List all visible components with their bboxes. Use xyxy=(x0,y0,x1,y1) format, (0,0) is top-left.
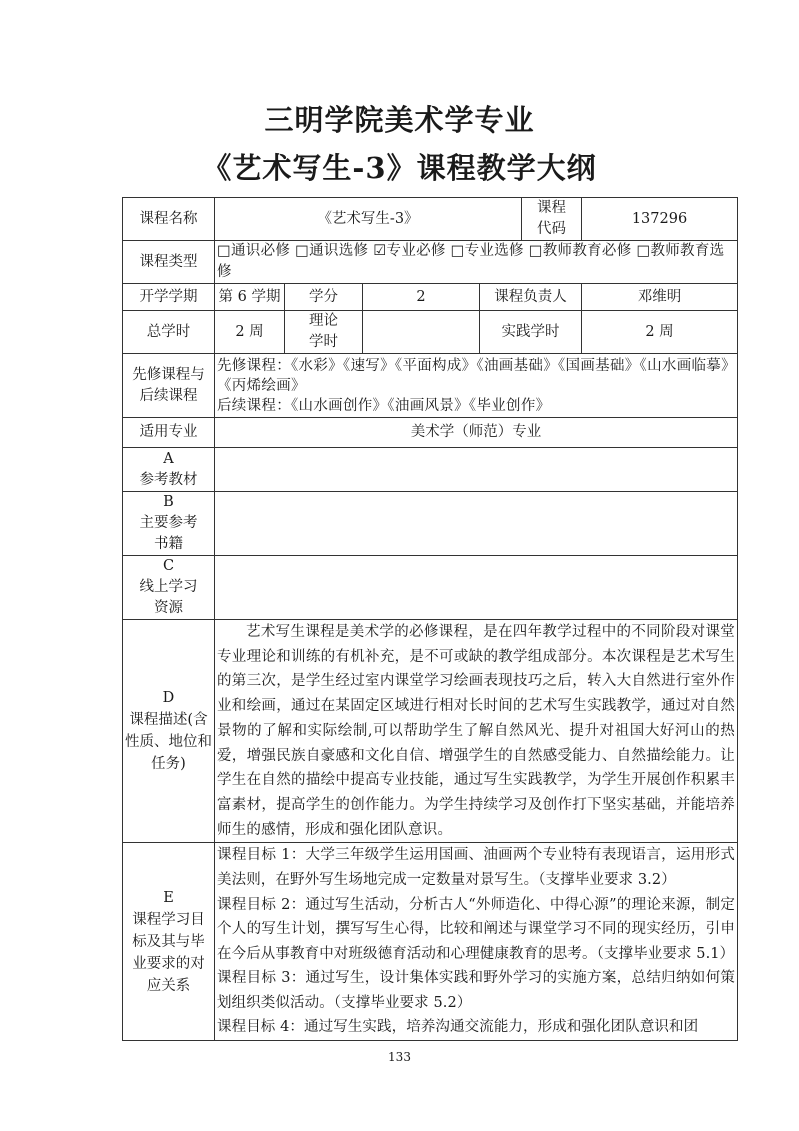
label-semester: 开学学期 xyxy=(123,284,215,311)
syllabus-table xyxy=(122,197,738,1041)
row-prereq xyxy=(123,354,738,418)
row-description xyxy=(123,620,738,843)
value-textbook xyxy=(215,448,738,492)
row-major xyxy=(123,418,738,448)
label-c-letter: C xyxy=(162,558,175,574)
row-online xyxy=(123,556,738,620)
label-theory-hours: 理论学时 xyxy=(285,311,363,354)
label-e-letter: E xyxy=(163,889,174,906)
objective-2: 课程目标 2：通过写生活动，分析古人“外师造化、中得心源”的理论来源，制定个人的写生计划，撰写写生心得，比较和阐述与课堂学习不同的现实经历，引申在今后从事教育中对班级德育活动和心理健康教育的思考。（支撑毕业要求 5.1） xyxy=(217,896,735,962)
label-b-letter: B xyxy=(163,494,174,510)
label-course-name: 课程名称 xyxy=(123,198,215,241)
value-ref-books xyxy=(215,492,738,556)
value-prereq xyxy=(215,354,738,418)
value-objectives xyxy=(215,843,738,1041)
value-course-type: □通识必修 □通识选修 ☑专业必修 □专业选修 □教师教育必修 □教师教育选修 xyxy=(215,241,738,284)
label-credits: 学分 xyxy=(285,284,363,311)
value-semester: 第 6 学期 xyxy=(215,284,285,311)
label-practice-hours: 实践学时 xyxy=(480,311,582,354)
value-theory-hours xyxy=(363,311,480,354)
label-major: 适用专业 xyxy=(123,418,215,448)
objective-4: 课程目标 4：通过写生实践，培养沟通交流能力，形成和强化团队意识和团 xyxy=(217,1019,699,1036)
prereq-text: 先修课程：《水彩》《速写》《平面构成》《油画基础》《国画基础》《山水画临摹》《丙烯绘画》 xyxy=(217,357,729,394)
row-objectives xyxy=(123,843,738,1041)
label-d-text: 课程描述(含性质、地位和任务) xyxy=(125,712,212,773)
value-course-name: 《艺术写生-3》 xyxy=(215,198,522,241)
row-ref-books xyxy=(123,492,738,556)
document-title-line1: 三明学院美术学专业 xyxy=(264,103,535,137)
label-course-code: 课程代码 xyxy=(522,198,582,241)
label-prereq: 先修课程与后续课程 xyxy=(123,354,215,418)
label-b-text: 主要参考书籍 xyxy=(139,515,198,552)
label-c-text: 线上学习资源 xyxy=(139,579,198,616)
value-online xyxy=(215,556,738,620)
value-owner: 邓维明 xyxy=(582,284,738,311)
value-major: 美术学（师范）专业 xyxy=(215,418,738,448)
label-e-text: 课程学习目标及其与毕业要求的对应关系 xyxy=(132,911,205,994)
row-hours xyxy=(123,311,738,354)
label-objectives xyxy=(123,843,215,1041)
label-ref-books xyxy=(123,492,215,556)
value-credits: 2 xyxy=(363,284,480,311)
label-description xyxy=(123,620,215,843)
label-textbook xyxy=(123,448,215,492)
document-title-line2: 《艺术写生-3》课程教学大纲 xyxy=(202,151,597,185)
label-d-letter: D xyxy=(162,690,175,707)
value-description xyxy=(215,620,738,843)
value-total-hours: 2 周 xyxy=(215,311,285,354)
label-a-letter: A xyxy=(163,450,174,467)
value-course-code: 137296 xyxy=(582,198,738,241)
description-text: 艺术写生课程是美术学的必修课程，是在四年教学过程中的不同阶段对课堂专业理论和训练的有机补充，是不可或缺的教学组成部分。本次课程是艺术写生的第三次，是学生经过室内课堂学习绘画表现技巧之后，转入大自然进行室外作业和绘画，通过在某固定区域进行相对长时间的艺术写生实践教学，通过对自然景物的了解和实际绘制,可以帮助学生了解自然风光、提升对祖国大好河山的热爱，增强民族自豪感和文化自信、增强学生的自然感受能力、自然描绘能力。让学生在自然的描绘中提高专业技能，通过写生实践教学，为学生开展创作积累丰富素材，提高学生的创作能力。为学生持续学习及创作打下坚实基础，并能培养师生的感情，形成和强化团队意识。 xyxy=(217,624,735,838)
row-course-name xyxy=(123,198,738,241)
followup-text: 后续课程：《山水画创作》《油画风景》《毕业创作》 xyxy=(217,397,551,414)
objective-1: 课程目标 1：大学三年级学生运用国画、油画两个专业特有表现语言，运用形式美法则，在野外写生场地完成一定数量对景写生。（支撑毕业要求 3.2） xyxy=(217,847,735,888)
value-practice-hours: 2 周 xyxy=(582,311,738,354)
label-a-text: 参考教材 xyxy=(139,471,198,488)
row-course-type xyxy=(123,241,738,284)
page-number: 133 xyxy=(388,1050,411,1064)
row-textbook xyxy=(123,448,738,492)
label-online xyxy=(123,556,215,620)
label-owner: 课程负责人 xyxy=(480,284,582,311)
row-semester xyxy=(123,284,738,311)
label-total-hours: 总学时 xyxy=(123,311,215,354)
objective-3: 课程目标 3：通过写生，设计集体实践和野外学习的实施方案，总结归纳如何策划组织类似活动。（支撑毕业要求 5.2） xyxy=(217,970,735,1011)
label-course-type: 课程类型 xyxy=(123,241,215,284)
